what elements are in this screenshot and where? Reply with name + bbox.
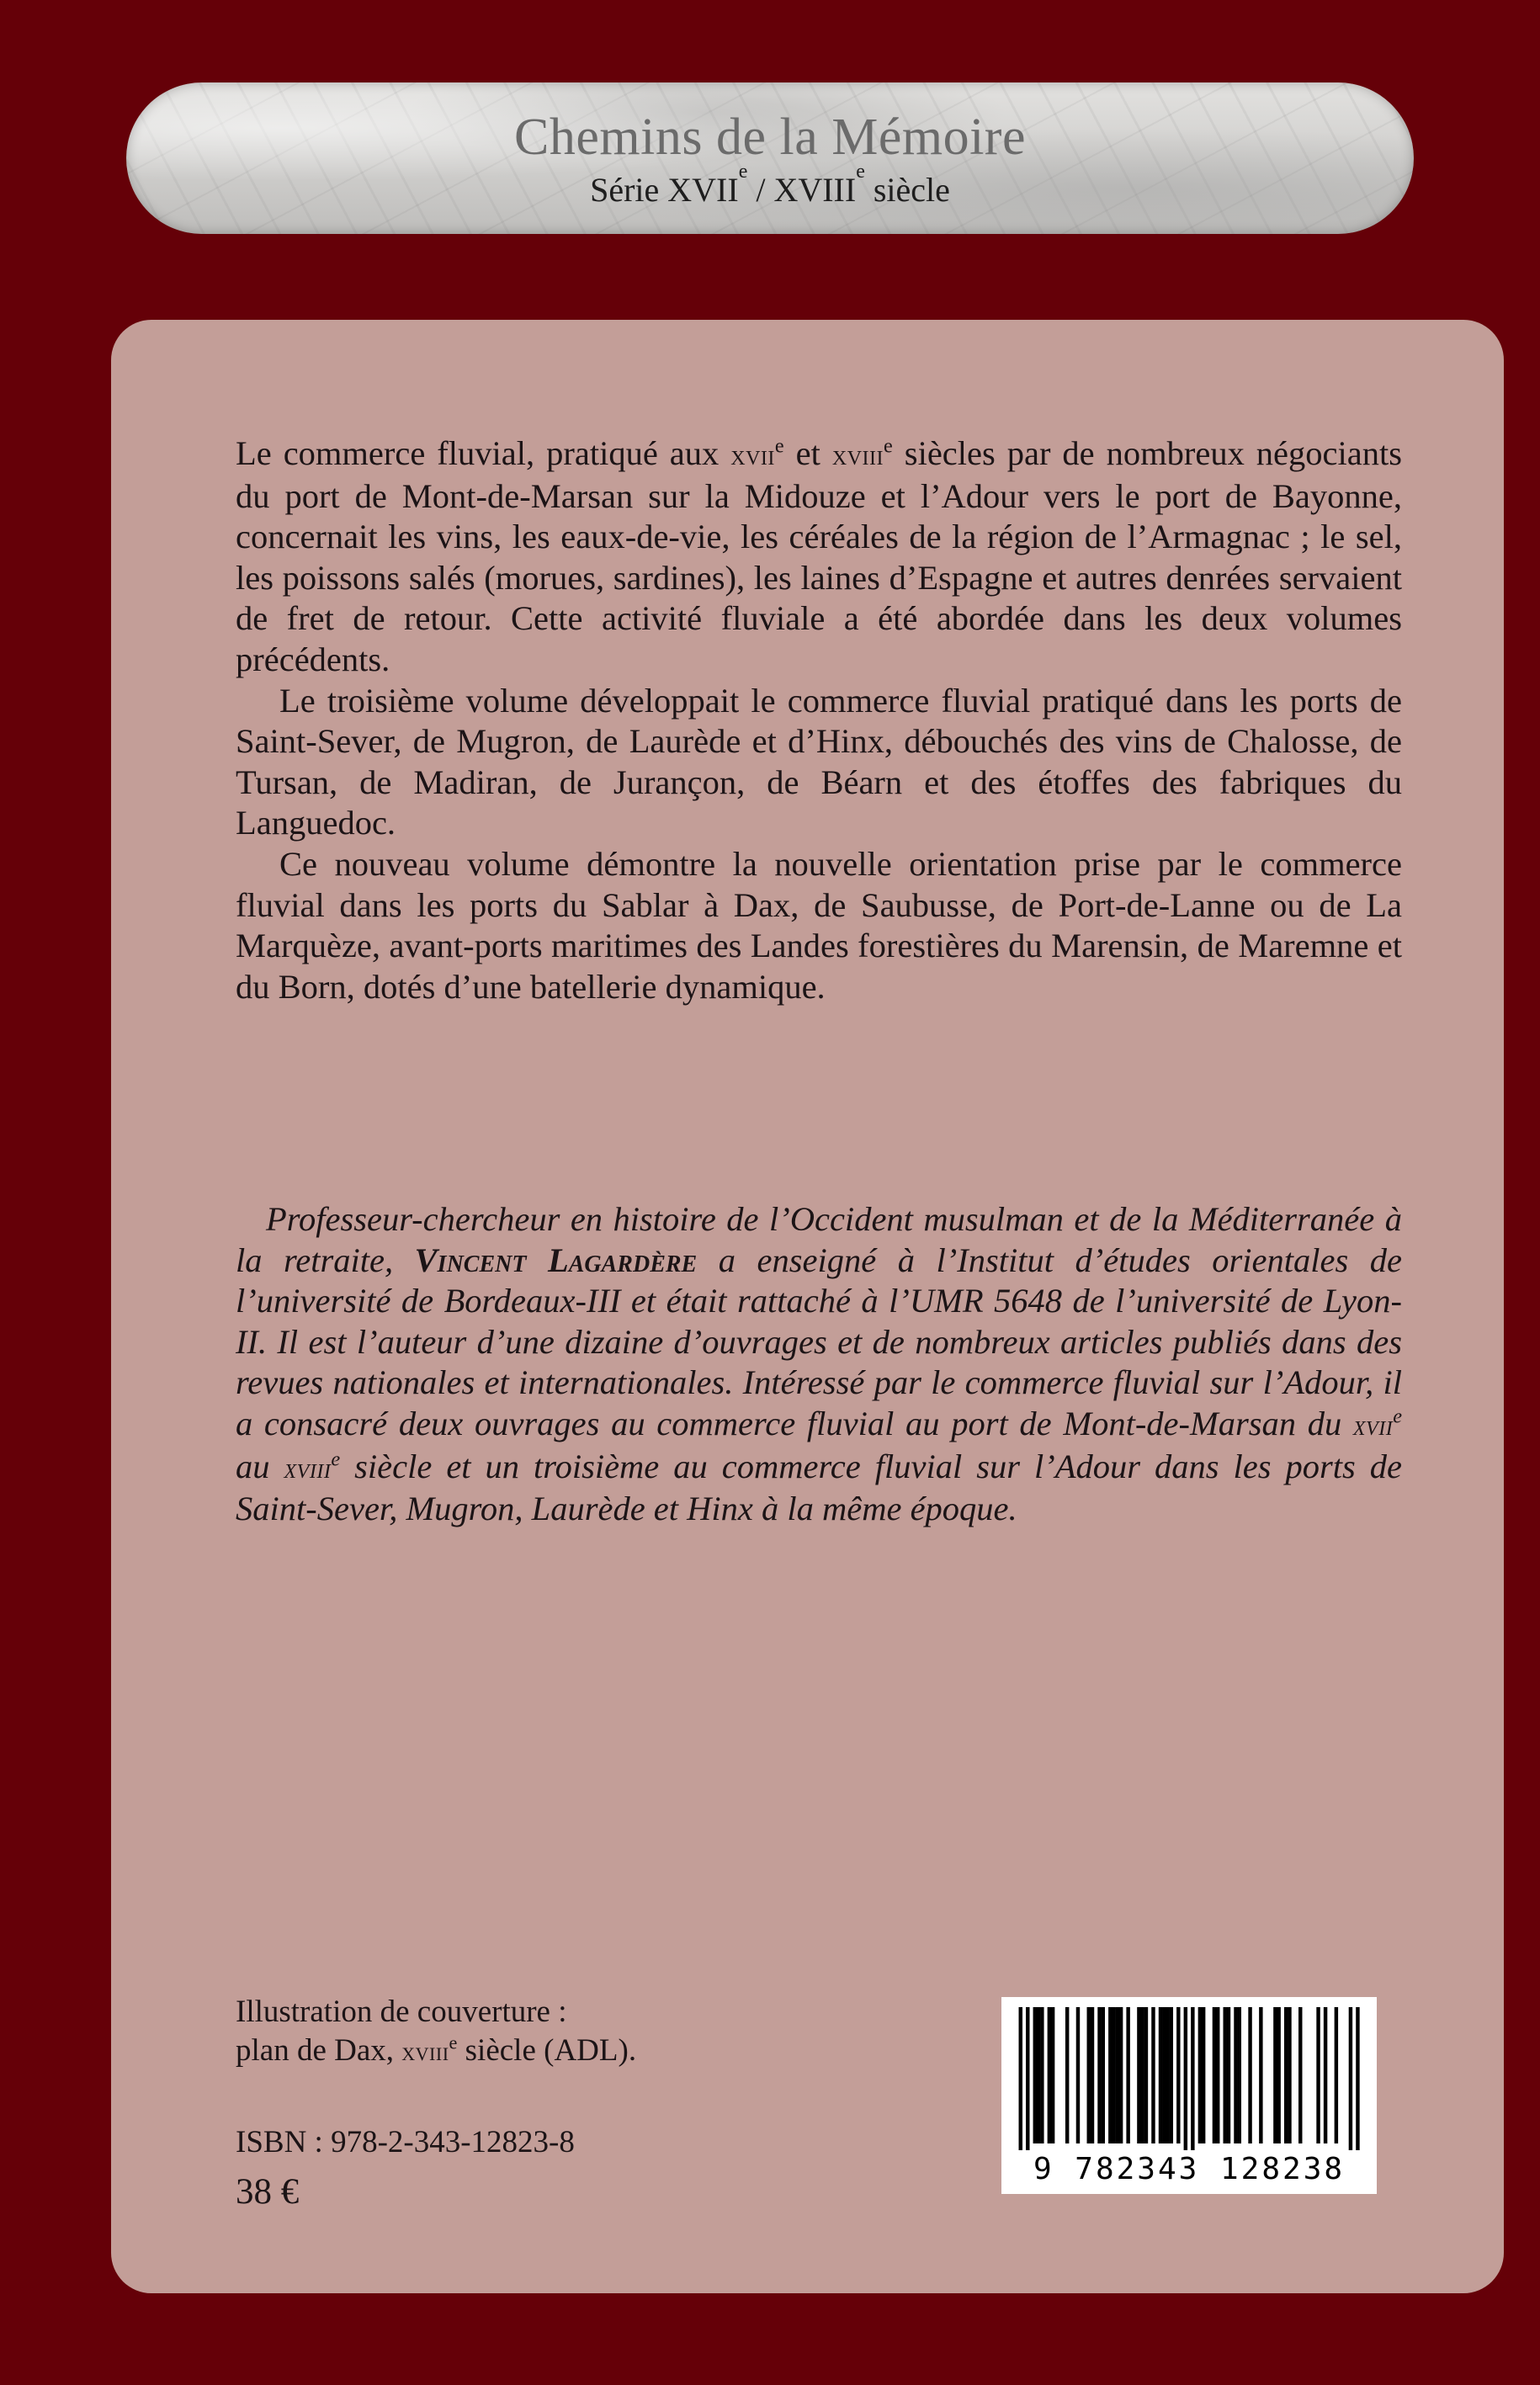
barcode-bar <box>1091 2007 1094 2143</box>
barcode-bar <box>1048 2007 1051 2143</box>
back-cover-panel <box>111 320 1504 2293</box>
barcode-bar <box>1116 2007 1119 2143</box>
cover-illustration-credit: Illustration de couverture : plan de Dax, xviii$^e$ siècle (ADL). <box>236 1995 637 2068</box>
series-title: Chemins de la Mémoire <box>514 109 1026 166</box>
barcode-bar <box>1248 2007 1251 2143</box>
barcode-digits: 9 782343 128238 <box>1033 2152 1346 2186</box>
barcode-bar <box>1170 2007 1173 2143</box>
barcode-bar <box>1223 2007 1226 2143</box>
barcode-bar <box>1288 2007 1291 2143</box>
barcode-bar <box>1065 2007 1069 2143</box>
summary-paragraph-3: Ce nouveau volume démontre la nouvelle orientation prise par le commerce fluvial dans les ports du Sablar à Dax, de Saubusse, de Port-de-Lanne ou de La Marquèze, avant-ports maritimes des Landes forestières du Marensin, de Maremne et du Born, dotés d’une batellerie dynamique. <box>236 844 1402 1006</box>
barcode-bar <box>1162 2007 1166 2143</box>
author-name: Vincent Lagardère <box>414 1240 698 1279</box>
barcode-bars <box>1012 2007 1367 2150</box>
barcode-bar <box>1019 2007 1022 2150</box>
barcode-bar <box>1356 2007 1359 2150</box>
barcode-bar <box>1097 2007 1101 2143</box>
summary-paragraph-2: Le troisième volume développait le commerce fluvial pratiqué dans les ports de Saint-Sever, de Mugron, de Laurède et d’Hinx, débouchés des vins de Chalosse, de Tursan, de Madiran, de Jurançon, de Béarn et des étoffes des fabriques du Languedoc. <box>236 681 1402 842</box>
barcode-bar <box>1316 2007 1320 2143</box>
barcode-bar <box>1184 2007 1187 2150</box>
barcode-bar <box>1191 2007 1194 2150</box>
barcode-bar <box>1349 2007 1352 2150</box>
summary-paragraph-1: Le commerce fluvial, pratiqué aux xvii$^e$ et xviii$^e$ siècles par de nombreux négociants du port de Mont-de-Marsan sur la Midouze et l’Adour vers le port de Bayonne, concernait les vins, les eaux-de-vie, les céréales de la région de l’Armagnac ; le sel, les poissons salés (morues, sardines), les laines d’Espagne et autres denrées servaient de fret de retour. Cette activité fluviale a été abordée dans les deux volumes précédents. <box>236 434 1402 678</box>
barcode-bar <box>1159 2007 1162 2143</box>
barcode-bar <box>1234 2007 1237 2143</box>
barcode-bar <box>1151 2007 1155 2143</box>
series-subtitle: Série XVIIe / XVIIIe siècle <box>590 161 950 209</box>
barcode-bar <box>1137 2007 1140 2143</box>
series-banner <box>126 82 1414 234</box>
barcode-bar <box>1108 2007 1112 2143</box>
barcode-bar <box>1076 2007 1080 2143</box>
barcode-bar <box>1166 2007 1169 2143</box>
barcode-bar <box>1176 2007 1180 2143</box>
barcode-bar <box>1213 2007 1216 2143</box>
barcode-bar <box>1112 2007 1115 2143</box>
barcode-bar <box>1202 2007 1205 2143</box>
barcode <box>1001 1997 1377 2194</box>
barcode-bar <box>1102 2007 1105 2143</box>
barcode-bar <box>1040 2007 1043 2143</box>
barcode-bar <box>1144 2007 1148 2143</box>
barcode-bar <box>1198 2007 1202 2143</box>
barcode-bar <box>1298 2007 1302 2143</box>
barcode-bar <box>1087 2007 1091 2143</box>
barcode-bar <box>1119 2007 1123 2143</box>
price: 38 € <box>236 2172 300 2212</box>
barcode-bar <box>1259 2007 1262 2143</box>
barcode-bar <box>1216 2007 1219 2143</box>
barcode-bar <box>1238 2007 1241 2143</box>
barcode-bar <box>1335 2007 1338 2143</box>
barcode-bar <box>1324 2007 1327 2143</box>
barcode-bar <box>1284 2007 1288 2143</box>
book-summary <box>236 433 1402 1007</box>
barcode-bar <box>1051 2007 1054 2143</box>
isbn: ISBN : 978-2-343-12823-8 <box>236 2125 575 2159</box>
barcode-bar <box>1140 2007 1144 2143</box>
barcode-bar <box>1277 2007 1280 2143</box>
barcode-bar <box>1227 2007 1230 2143</box>
barcode-bar <box>1037 2007 1040 2143</box>
barcode-bar <box>1273 2007 1277 2143</box>
barcode-bar <box>1033 2007 1037 2143</box>
author-biography: Professeur-chercheur en histoire de l’Occident musulman et de la Méditerranée à la retraite, Vincent Lagardère a enseigné à l’Institut d’études orientales de l’université de Bordeaux-III et était rattaché à l’UMR 5648 de l’université de Lyon-II. Il est l’auteur d’une dizaine d’ouvrages et de nombreux articles publiés dans des revues nationales et internationales. Intéressé par le commerce fluvial sur l’Adour, il a consacré deux ouvrages au commerce fluvial au port de Mont-de-Marsan du xvii$^e$ au xviii$^e$ siècle et un troisième au commerce fluvial sur l’Adour dans les ports de Saint-Sever, Mugron, Laurède et Hinx à la même époque. <box>236 1200 1402 1528</box>
barcode-bar <box>1026 2007 1029 2150</box>
barcode-bar <box>1126 2007 1129 2143</box>
